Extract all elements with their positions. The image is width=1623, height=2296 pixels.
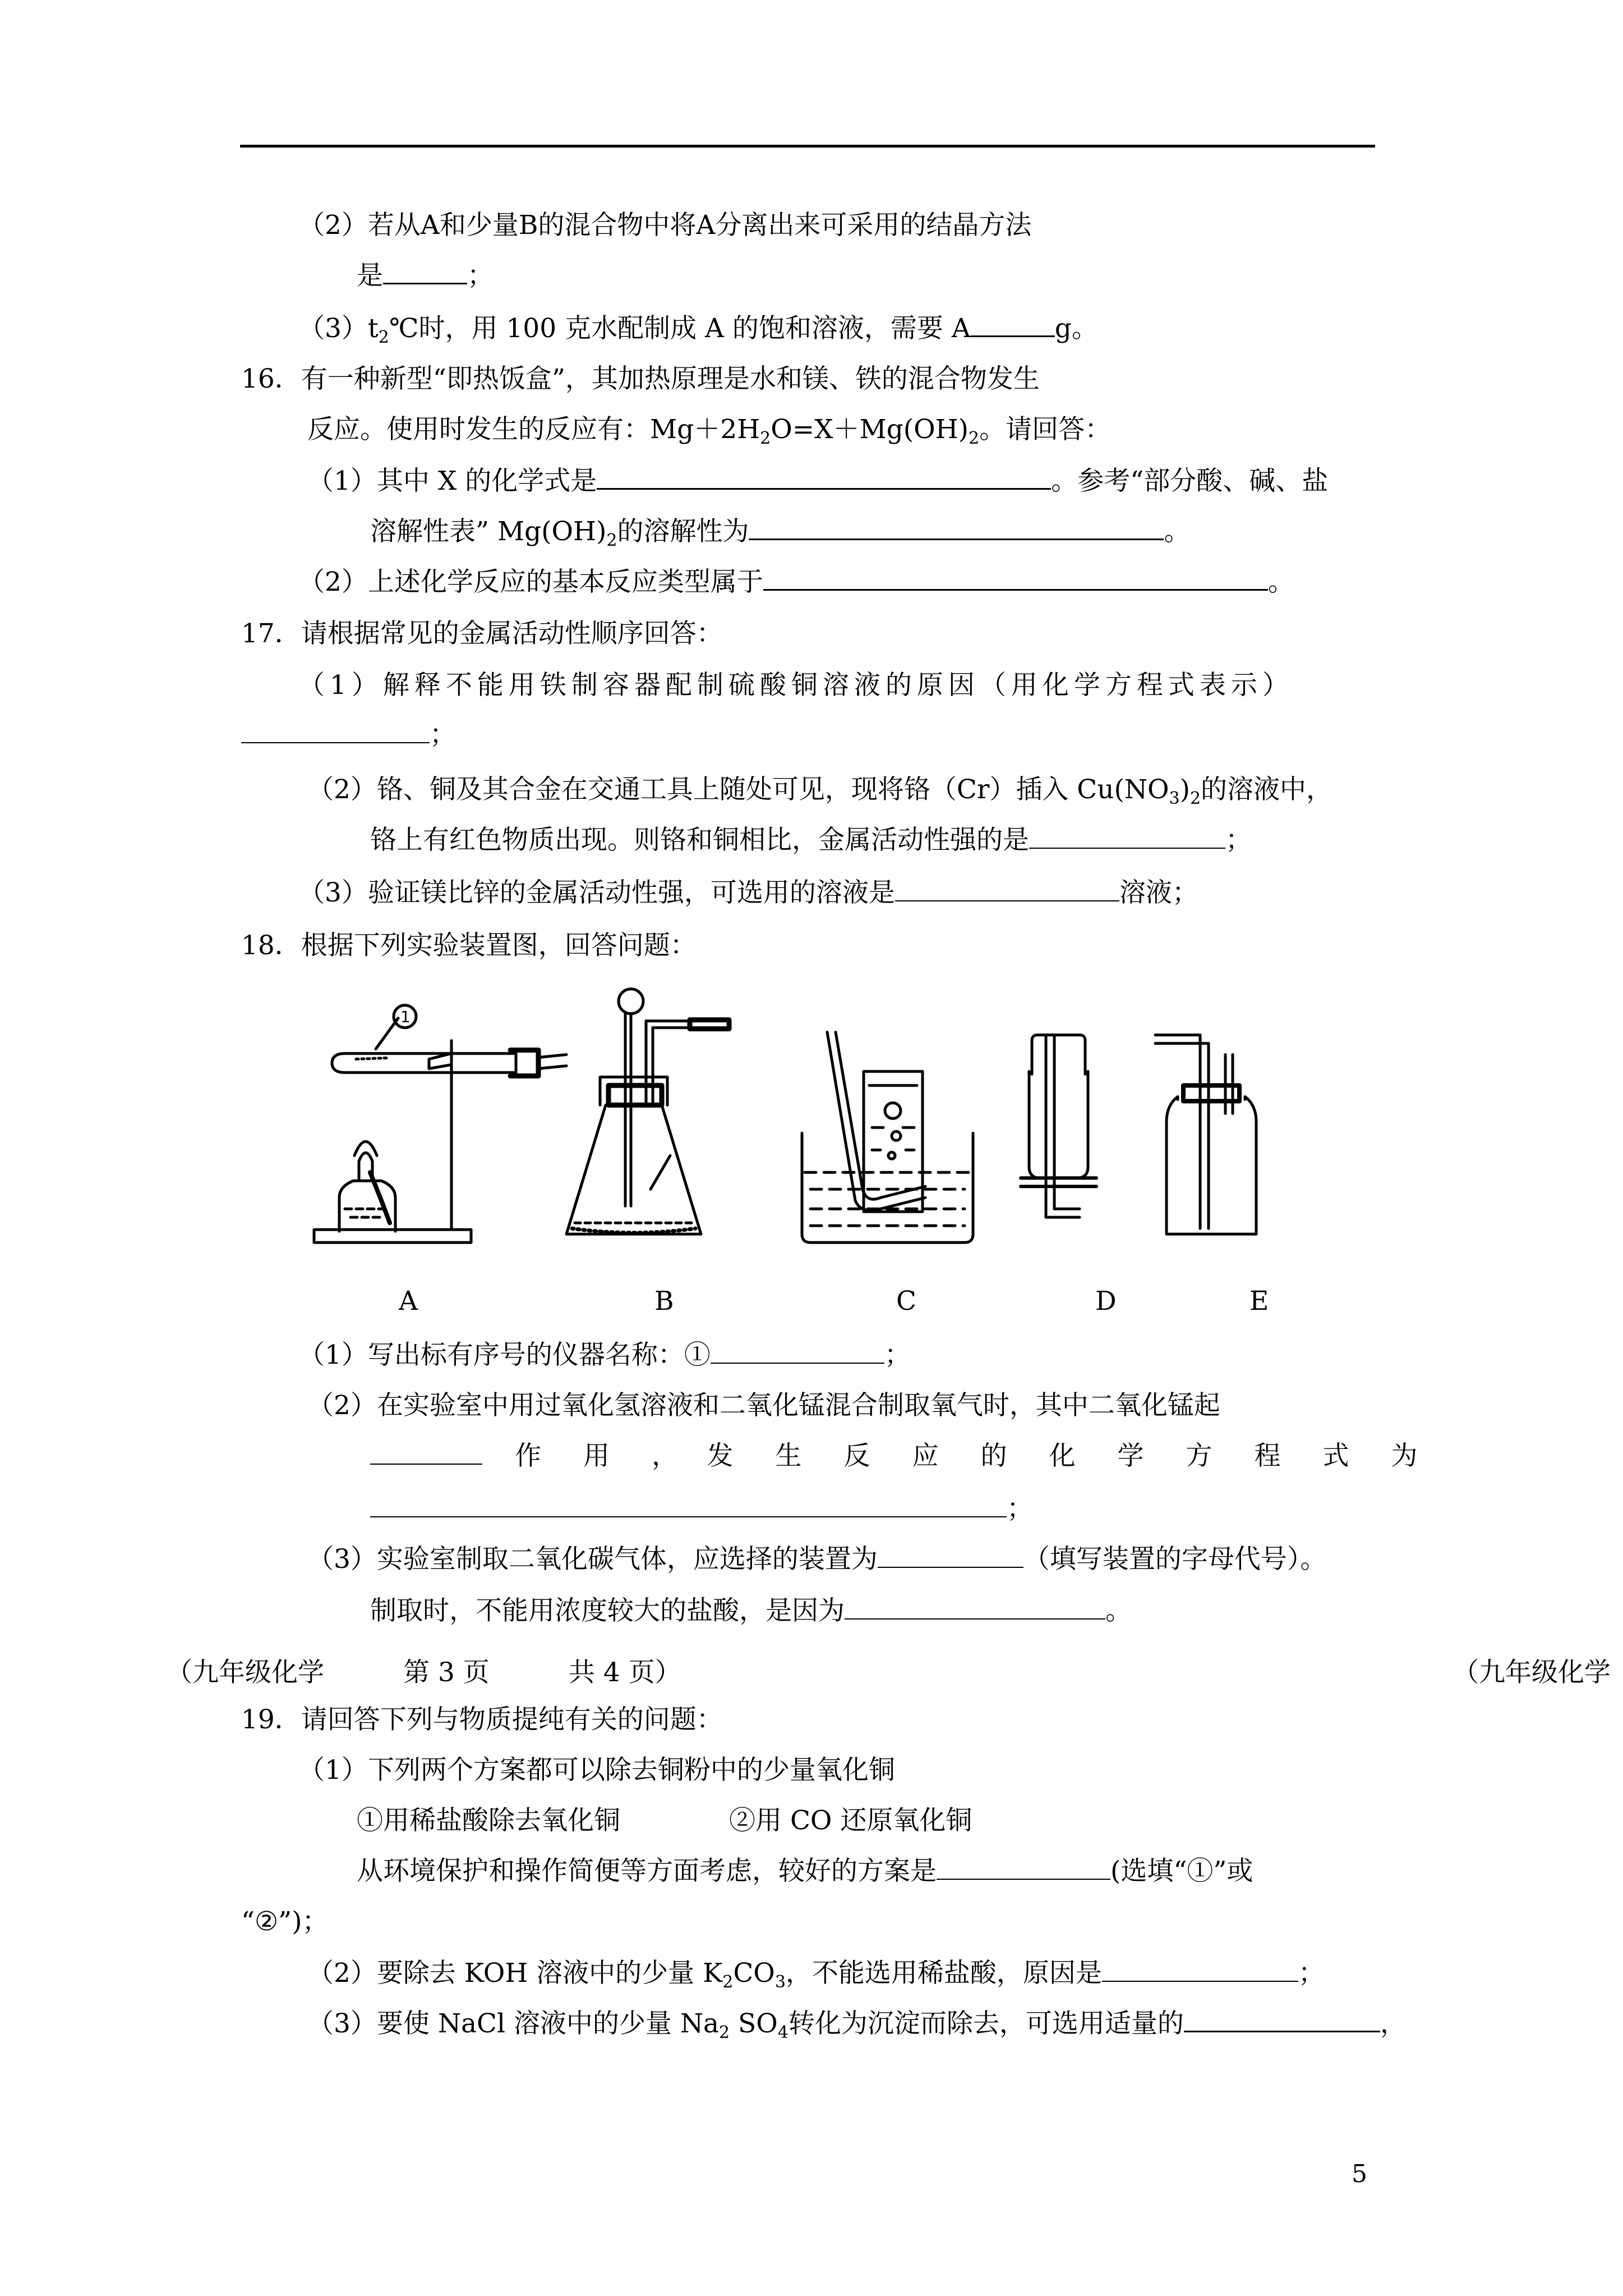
answer-blank[interactable] <box>711 1340 884 1364</box>
answer-blank[interactable] <box>1184 2008 1380 2032</box>
q18-part2-cont: 作 用 ， 发 生 反 应 的 化 学 方 程 式 为 <box>370 1439 1426 1473</box>
q19-option-1: ①用稀盐酸除去氧化铜 <box>357 1805 620 1836</box>
q18-stem: 18．根据下列实验装置图，回答问题： <box>241 930 697 961</box>
answer-blank[interactable] <box>1102 1958 1298 1982</box>
q17-stem: 17．请根据常见的金属活动性顺序回答： <box>241 618 723 649</box>
figure-label-e: E <box>1249 1286 1269 1317</box>
page-number: 5 <box>1352 2160 1367 2188</box>
figure-label-c: C <box>896 1286 916 1317</box>
q17-part2: （2）铬、铜及其合金在交通工具上随处可见，现将铬（Cr）插入 $Cu(NO_3)_2$的溶液中， <box>307 774 1333 808</box>
answer-blank[interactable] <box>370 1441 482 1465</box>
q19-option-2: ②用 CO 还原氧化铜 <box>729 1805 972 1836</box>
footer-left: （九年级化学 第 3 页 共 4 页） <box>166 1657 681 1688</box>
answer-blank[interactable] <box>749 516 1164 540</box>
apparatus-a <box>314 1005 566 1243</box>
q15-part3: $(3)t_2℃$时，用 100 克水配制成 A 的饱和溶液，需要 A g。 <box>298 313 1098 347</box>
q19-part3: （3）要使 NaCl 溶液中的少量 $Na_2$ $SO_4$转化为沉淀而除去，可选用适量的 ， <box>307 2008 1407 2042</box>
answer-blank[interactable] <box>370 1494 1007 1517</box>
q16-part2: （2）上述化学反应的基本反应类型属于 。 <box>298 567 1294 597</box>
q19-part2: （2）要除去 KOH 溶液中的少量 $K_2CO_3$，不能选用稀盐酸，原因是 ； <box>307 1958 1325 1992</box>
q17-part1-answer: ； <box>241 718 456 752</box>
answer-blank[interactable] <box>937 1856 1110 1880</box>
q18-part1: （1）写出标有序号的仪器名称：① ； <box>298 1340 911 1370</box>
q19-part1: （1）下列两个方案都可以除去铜粉中的少量氧化铜 <box>298 1755 895 1786</box>
answer-blank[interactable] <box>763 567 1268 591</box>
answer-blank[interactable] <box>878 1544 1023 1568</box>
instrument-marker-1: 1 <box>400 1007 411 1026</box>
q18-part3-cont: 制取时，不能用浓度较大的盐酸，是因为 。 <box>370 1595 1132 1626</box>
apparatus-figure <box>303 987 1329 1257</box>
q15-part2-cont: 是 ； <box>357 260 494 291</box>
q17-part3: （3）验证镁比锌的金属活动性强，可选用的溶液是 溶液； <box>298 877 1198 908</box>
answer-blank[interactable] <box>383 260 467 284</box>
q19-stem: 19．请回答下列与物质提纯有关的问题： <box>241 1704 723 1735</box>
apparatus-d <box>1021 1035 1096 1217</box>
answer-blank[interactable] <box>241 720 430 743</box>
apparatus-b <box>566 989 729 1234</box>
q15-part2: （2）若从A和少量B的混合物中将A分离出来可采用的结晶方法 <box>298 210 1032 241</box>
footer-right: （九年级化学 <box>1453 1657 1611 1688</box>
q17-part2-cont: 铬上有红色物质出现。则铬和铜相比，金属活动性强的是 ； <box>370 825 1252 855</box>
q16-part1-cont: 溶解性表” $Mg(OH)_2$的溶解性为 。 <box>370 516 1191 550</box>
apparatus-c <box>802 1032 973 1243</box>
answer-blank[interactable] <box>597 466 1051 490</box>
figure-label-d: D <box>1095 1286 1117 1317</box>
q18-part3: （3）实验室制取二氧化碳气体，应选择的装置为 （填写装置的字母代号）。 <box>307 1544 1327 1575</box>
q18-part2: （2）在实验室中用过氧化氢溶液和二氧化锰混合制取氧气时，其中二氧化锰起 <box>307 1390 1220 1421</box>
answer-blank[interactable] <box>845 1596 1105 1619</box>
q16-stem: 16．有一种新型“即热饭盒”，其加热原理是水和镁、铁的混合物发生 <box>241 364 1040 394</box>
apparatus-e <box>1155 1035 1256 1234</box>
figure-label-b: B <box>654 1286 674 1317</box>
answer-blank[interactable] <box>895 878 1119 901</box>
q17-part1: （1）解释不能用铁制容器配制硫酸铜溶液的原因（用化学方程式表示） <box>298 670 1294 701</box>
q16-part1: （1）其中 X 的化学式是 。参考“部分酸、碱、盐 <box>307 466 1329 496</box>
answer-blank[interactable] <box>1029 825 1225 849</box>
q19-part1-end: “②”)； <box>241 1906 329 1937</box>
q18-part2-equation: ； <box>370 1492 1033 1526</box>
q16-stem-cont: 反应。使用时发生的反应有：$Mg+2H_2O=X+Mg(OH)_2$。请回答： <box>307 414 1112 448</box>
figure-label-a: A <box>399 1286 418 1317</box>
answer-blank[interactable] <box>971 313 1055 337</box>
q19-part1-cont: 从环境保护和操作简便等方面考虑，较好的方案是 (选填“①”或 <box>357 1856 1253 1887</box>
header-rule <box>240 145 1375 148</box>
